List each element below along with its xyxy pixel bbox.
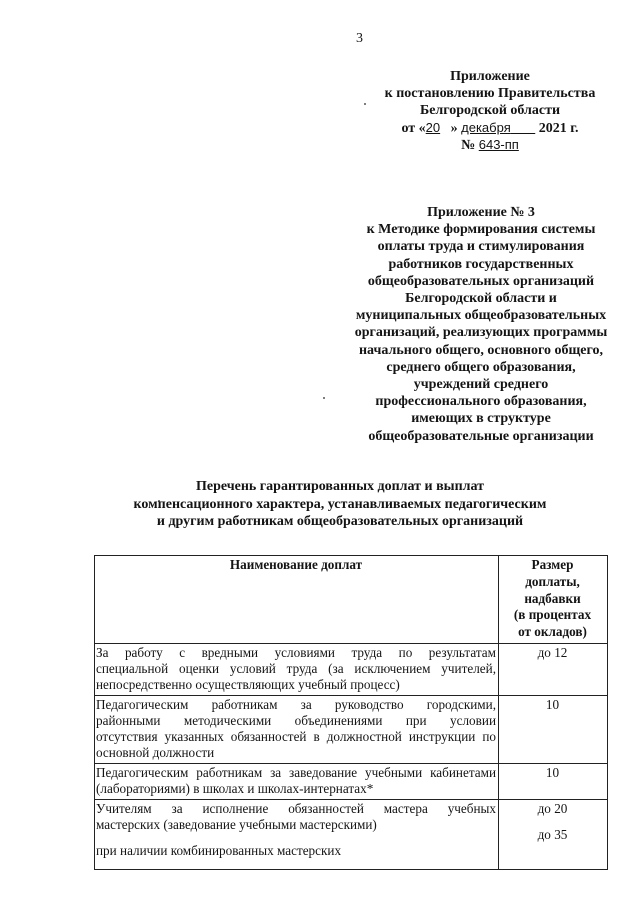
row-name-line: Педагогическим работникам за руководство городскими,	[96, 696, 496, 712]
appendix3-block	[350, 204, 612, 445]
row-name-line: непосредственно осуществляющих учебный процесс)	[96, 676, 400, 692]
date-day: 20	[425, 120, 441, 135]
appendix3-line: начального общего, основного общего,	[358, 342, 603, 358]
header-size-line: доплаты,	[525, 573, 580, 589]
row-size-extra: до 35	[537, 826, 568, 842]
row-name	[95, 799, 499, 869]
row-name	[95, 695, 499, 763]
row-size: до 12	[499, 643, 608, 695]
document-title	[120, 478, 560, 531]
appendix-header	[370, 68, 610, 153]
appendix3-line: Белгородской области и	[405, 291, 557, 307]
table-row	[95, 695, 608, 763]
row-size: 10	[499, 695, 608, 763]
date-prefix: от «	[401, 121, 426, 136]
row-size-main: до 20	[537, 800, 568, 816]
appendix3-line: организаций, реализующих программы	[354, 325, 608, 341]
appendix3-line: муниципальных общеобразовательных	[355, 308, 607, 324]
row-name-line: За работу с вредными условиями труда по результатам	[96, 644, 496, 660]
appendix3-line: профессионального образования,	[375, 394, 587, 410]
date-mid: »	[450, 121, 458, 136]
header-size-line: Размер	[531, 557, 574, 572]
date-year: 2021 г.	[538, 121, 579, 136]
appendix3-line: оплаты труда и стимулирования	[377, 239, 585, 255]
appendix3-line: среднего общего образования,	[386, 359, 576, 375]
doplaty-table	[94, 555, 608, 870]
row-size	[499, 799, 608, 869]
appendix3-line: Приложение № 3	[427, 205, 535, 220]
scan-dot	[364, 103, 366, 105]
header-size	[499, 556, 608, 644]
table-row	[95, 763, 608, 799]
appendix-date	[370, 119, 610, 136]
row-size: 10	[499, 763, 608, 799]
table-row	[95, 799, 608, 869]
table-header-row	[95, 556, 608, 644]
appendix-line3: Белгородской области	[419, 103, 561, 118]
header-size-line: надбавки	[524, 590, 581, 606]
appendix3-line: имеющих в структуре	[411, 411, 551, 427]
row-name	[95, 643, 499, 695]
row-name-line: мастерских (заведование учебными мастерскими)	[96, 816, 377, 832]
appendix-title: Приложение	[450, 69, 530, 84]
row-name-line: районными методическими объединениями при условии	[96, 712, 496, 728]
header-size-line: (в процентах	[513, 607, 592, 623]
title-line: и другим работникам общеобразовательных организаций	[156, 514, 524, 529]
row-name-line: отсутствия указанных обязанностей в должностной инструкции по	[96, 728, 496, 744]
title-line: компенсационного характера, устанавливаемых педагогическим	[133, 496, 547, 512]
appendix3-line: общеобразовательные организации	[368, 428, 594, 444]
appendix-line2: к постановлению Правительства	[384, 86, 596, 101]
appendix3-line: к Методике формирования системы	[366, 222, 596, 238]
appendix-number	[370, 136, 610, 153]
number-value: 643-пп	[478, 137, 519, 152]
row-name-extra: при наличии комбинированных мастерских	[96, 842, 342, 858]
appendix3-line: работников государственных	[388, 256, 574, 272]
row-name-line: основной должности	[96, 744, 215, 760]
table-row	[95, 643, 608, 695]
appendix3-line: общеобразовательных организаций	[367, 273, 595, 289]
scan-dot	[323, 397, 325, 399]
row-name	[95, 763, 499, 799]
date-month: декабря	[461, 120, 511, 135]
row-name-line: Учителям за исполнение обязанностей мастера учебных	[96, 800, 496, 816]
header-name: Наименование доплат	[95, 556, 499, 644]
title-line: Перечень гарантированных доплат и выплат	[195, 479, 485, 494]
page-number: 3	[356, 31, 363, 46]
appendix3-line: учреждений среднего	[413, 377, 549, 393]
row-name-line: специальной оценки условий труда (за исключением учителей,	[96, 660, 496, 676]
row-name-line: Педагогическим работникам за заведование учебными кабинетами	[96, 764, 496, 780]
header-size-line: от окладов)	[518, 624, 587, 640]
row-name-line: (лабораториями) в школах и школах-интернатах*	[96, 780, 374, 796]
number-prefix: №	[461, 138, 476, 153]
